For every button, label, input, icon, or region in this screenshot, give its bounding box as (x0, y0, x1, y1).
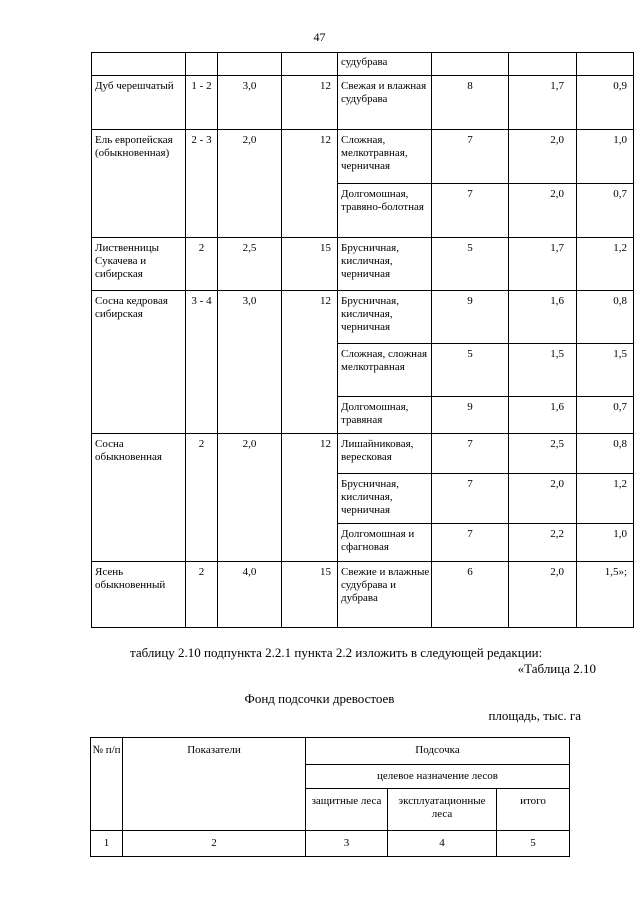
header-exploitation: эксплуатационные леса (388, 789, 497, 831)
value-cell: 5 (432, 238, 509, 291)
value-cell: 3,0 (218, 76, 282, 130)
forest-type-cell: Брусничная, кисличная, черничная (338, 474, 432, 524)
species-cell (92, 53, 186, 76)
value-cell: 2,0 (509, 130, 577, 184)
table-label: «Таблица 2.10 (517, 661, 596, 676)
age-class-cell: 1 - 2 (186, 76, 218, 130)
value-cell: 3,0 (218, 291, 282, 434)
value-cell: 1,5 (577, 344, 634, 397)
value-cell (218, 53, 282, 76)
value-cell: 1,5»; (577, 562, 634, 628)
forest-type-cell: Долгомошная и сфагновая (338, 524, 432, 562)
table-title: Фонд подсочки древостоев (244, 691, 395, 706)
age-class-cell: 2 (186, 562, 218, 628)
tapping-fund-table (90, 737, 570, 857)
table-row (92, 76, 634, 130)
value-cell: 8 (432, 76, 509, 130)
value-cell: 12 (282, 291, 338, 434)
forest-type-cell: Свежие и влажные судубрава и дубрава (338, 562, 432, 628)
forest-type-cell: Долгомошная, травяная (338, 397, 432, 434)
species-cell: Сосна обыкновенная (92, 434, 186, 562)
header-total: итого (497, 789, 570, 831)
value-cell: 0,7 (577, 397, 634, 434)
value-cell: 0,8 (577, 291, 634, 344)
value-cell: 7 (432, 184, 509, 238)
value-cell: 2,0 (509, 562, 577, 628)
value-cell: 1,6 (509, 291, 577, 344)
age-class-cell: 2 - 3 (186, 130, 218, 238)
species-table (91, 52, 634, 628)
column-number-cell: 5 (497, 831, 570, 857)
age-class-cell (186, 53, 218, 76)
value-cell: 2,5 (509, 434, 577, 474)
column-number-cell: 2 (123, 831, 306, 857)
species-cell: Ясень обыкновенный (92, 562, 186, 628)
units-label: площадь, тыс. га (488, 708, 581, 723)
column-number-cell: 4 (388, 831, 497, 857)
header-purpose: целевое назначение лесов (306, 765, 570, 789)
header-tapping: Подсочка (306, 738, 570, 765)
value-cell: 7 (432, 130, 509, 184)
value-cell (432, 53, 509, 76)
value-cell: 4,0 (218, 562, 282, 628)
table-row (91, 738, 570, 765)
forest-type-cell: судубрава (338, 53, 432, 76)
page-number: 47 (313, 30, 326, 44)
value-cell: 0,9 (577, 76, 634, 130)
value-cell: 12 (282, 434, 338, 562)
species-cell: Сосна кедровая сибирская (92, 291, 186, 434)
table-row (92, 562, 634, 628)
value-cell: 12 (282, 76, 338, 130)
table-row (92, 291, 634, 344)
value-cell: 9 (432, 397, 509, 434)
value-cell: 0,7 (577, 184, 634, 238)
age-class-cell: 3 - 4 (186, 291, 218, 434)
table-row (92, 130, 634, 184)
value-cell: 9 (432, 291, 509, 344)
forest-type-cell: Сложная, мелкотравная, черничная (338, 130, 432, 184)
value-cell: 2,0 (218, 130, 282, 238)
header-indicators: Показатели (123, 738, 306, 831)
value-cell (282, 53, 338, 76)
value-cell: 2,5 (218, 238, 282, 291)
header-protective: защитные леса (306, 789, 388, 831)
value-cell: 1,0 (577, 130, 634, 184)
forest-type-cell: Брусничная, кисличная, черничная (338, 238, 432, 291)
instruction-text: таблицу 2.10 подпункта 2.2.1 пункта 2.2 изложить в следующей редакции: (130, 645, 543, 660)
forest-type-cell: Лишайниковая, вересковая (338, 434, 432, 474)
value-cell: 7 (432, 474, 509, 524)
value-cell: 0,8 (577, 434, 634, 474)
value-cell: 1,5 (509, 344, 577, 397)
species-cell: Ель европейская (обыкновенная) (92, 130, 186, 238)
forest-type-cell: Долгомошная, травяно-болотная (338, 184, 432, 238)
table-row (92, 238, 634, 291)
column-number-cell: 1 (91, 831, 123, 857)
value-cell (577, 53, 634, 76)
value-cell: 15 (282, 562, 338, 628)
species-cell: Дуб черешчатый (92, 76, 186, 130)
value-cell: 1,7 (509, 76, 577, 130)
forest-type-cell: Сложная, сложная мелкотравная (338, 344, 432, 397)
value-cell: 1,0 (577, 524, 634, 562)
species-cell: Лиственницы Сукачева и сибирская (92, 238, 186, 291)
value-cell: 2,0 (218, 434, 282, 562)
value-cell: 2,0 (509, 474, 577, 524)
age-class-cell: 2 (186, 434, 218, 562)
age-class-cell: 2 (186, 238, 218, 291)
value-cell: 2,0 (509, 184, 577, 238)
value-cell: 6 (432, 562, 509, 628)
value-cell: 5 (432, 344, 509, 397)
value-cell: 7 (432, 434, 509, 474)
forest-type-cell: Брусничная, кисличная, черничная (338, 291, 432, 344)
forest-type-cell: Свежая и влажная судубрава (338, 76, 432, 130)
table-row (92, 434, 634, 474)
value-cell: 1,7 (509, 238, 577, 291)
value-cell: 12 (282, 130, 338, 238)
value-cell: 1,2 (577, 238, 634, 291)
table-row (91, 831, 570, 857)
value-cell: 7 (432, 524, 509, 562)
value-cell (509, 53, 577, 76)
value-cell: 15 (282, 238, 338, 291)
value-cell: 1,2 (577, 474, 634, 524)
header-number: № п/п (91, 738, 123, 831)
value-cell: 2,2 (509, 524, 577, 562)
value-cell: 1,6 (509, 397, 577, 434)
column-number-cell: 3 (306, 831, 388, 857)
table-row (92, 53, 634, 76)
